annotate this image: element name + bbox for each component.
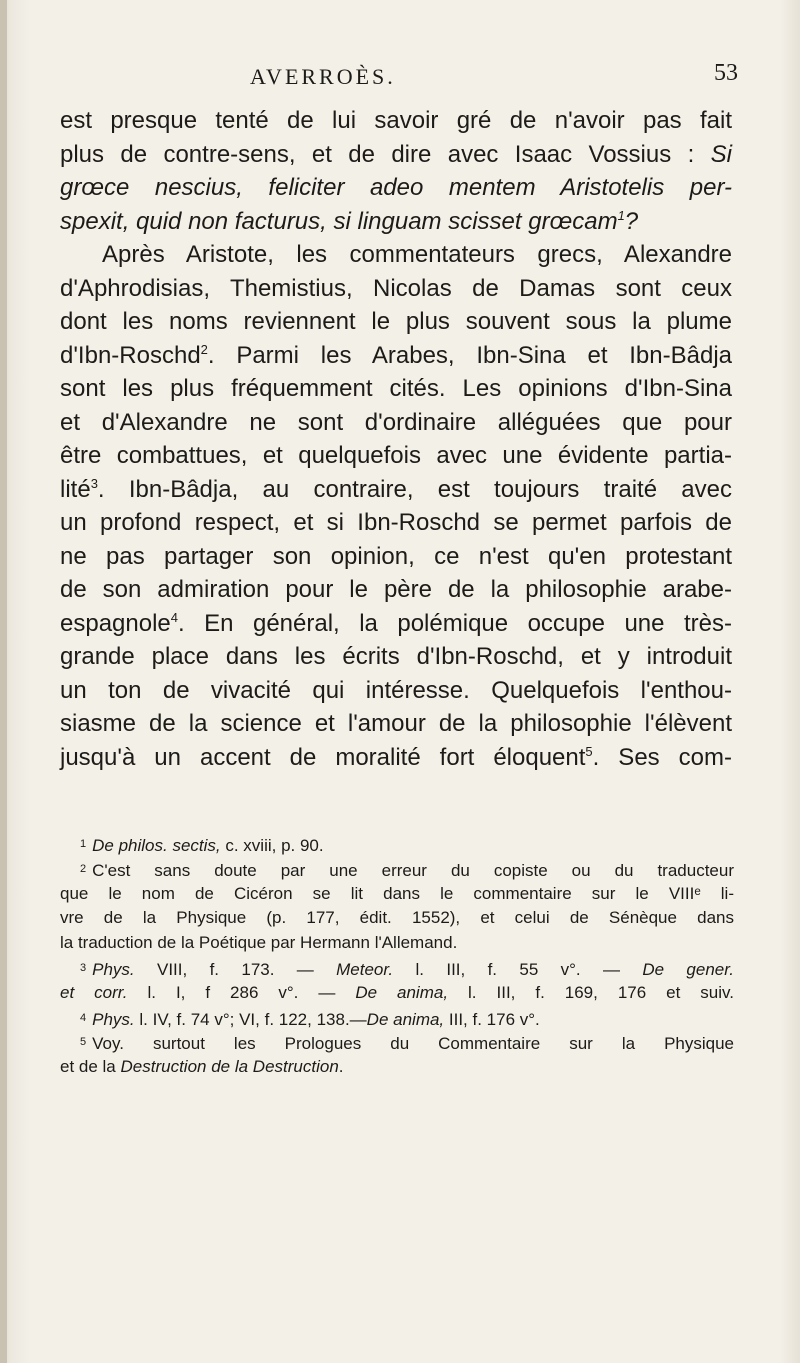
text-line: d'Aphrodisias, Themistius, Nicolas de Damas sont ceux	[60, 274, 732, 302]
footnotes	[60, 832, 734, 1080]
text-line: spexit, quid non facturus, si linguam scisset grœcam$^1$?	[60, 207, 639, 235]
text-line: un ton de vivacité qui intéresse. Quelquefois l'enthou-	[60, 676, 732, 704]
page-header	[0, 58, 800, 92]
text-line: un profond respect, et si Ibn-Roschd se permet parfois de	[60, 509, 732, 536]
footnote-3: $^3$ Phys. VIII, f. 173. — Meteor. l. III, f. 55 v°. — De gener.	[80, 959, 734, 979]
text-line: plus de contre-sens, et de dire avec Isaac Vossius : Si	[60, 140, 732, 168]
text-line: espagnole$^4$. En général, la polémique occupe une très-	[60, 609, 732, 637]
text-line: ne pas partager son opinion, ce n'est qu'en protestant	[60, 542, 732, 570]
running-title: AVERROÈS.	[250, 64, 396, 89]
text-line: de son admiration pour le père de la philosophie arabe-	[60, 576, 732, 603]
footnote-2-line: vre de la Physique (p. 177, édit. 1552), et celui de Sénèque dans	[60, 908, 734, 928]
footnote-4: $^4$ Phys. l. IV, f. 74 v°; VI, f. 122, 138.—De anima, III, f. 176 v°.	[80, 1009, 540, 1029]
main-text	[60, 104, 732, 774]
footnote-1: $^1$ De philos. sectis, c. xviii, p. 90.	[80, 836, 324, 855]
footnote-2-line: que le nom de Cicéron se lit dans le commentaire sur le VIIIᵉ li-	[60, 883, 734, 903]
text-line: Après Aristote, les commentateurs grecs, Alexandre	[102, 241, 732, 268]
text-line: grande place dans les écrits d'Ibn-Roschd, et y introduit	[60, 643, 732, 670]
footnote-3-line: et corr. l. I, f 286 v°. — De anima, l. III, f. 169, 176 et suiv.	[60, 982, 734, 1002]
text-line: lité$^3$. Ibn-Bâdja, au contraire, est toujours traité avec	[60, 475, 732, 503]
footnote-2-line: la traduction de la Poétique par Hermann l'Allemand.	[60, 933, 458, 953]
footnote-5: $^5$ Voy. surtout les Prologues du Commentaire sur la Physique	[80, 1034, 734, 1054]
text-line: dont les noms reviennent le plus souvent sous la plume	[60, 308, 732, 335]
page-number: 53	[714, 60, 738, 86]
text-line: d'Ibn-Roschd$^2$. Parmi les Arabes, Ibn-Sina et Ibn-Bâdja	[60, 341, 732, 369]
text-line: jusqu'à un accent de moralité fort éloquent$^5$. Ses com-	[60, 743, 732, 771]
footnote-5-line: et de la Destruction de la Destruction.	[60, 1057, 344, 1077]
text-line: et d'Alexandre ne sont d'ordinaire alléguées que pour	[60, 408, 732, 436]
text-line: sont les plus fréquemment cités. Les opinions d'Ibn-Sina	[60, 375, 732, 402]
footnote-2: $^2$ C'est sans doute par une erreur du copiste ou du traducteur	[80, 860, 734, 880]
text-line: grœce nescius, feliciter adeo mentem Aristotelis per-	[60, 174, 732, 201]
text-line: siasme de la science et l'amour de la philosophie l'élèvent	[60, 710, 732, 737]
text-line: est presque tenté de lui savoir gré de n'avoir pas fait	[60, 107, 732, 134]
text-line: être combattues, et quelquefois avec une évidente partia-	[60, 442, 732, 469]
page-spine-shadow	[0, 0, 7, 1363]
